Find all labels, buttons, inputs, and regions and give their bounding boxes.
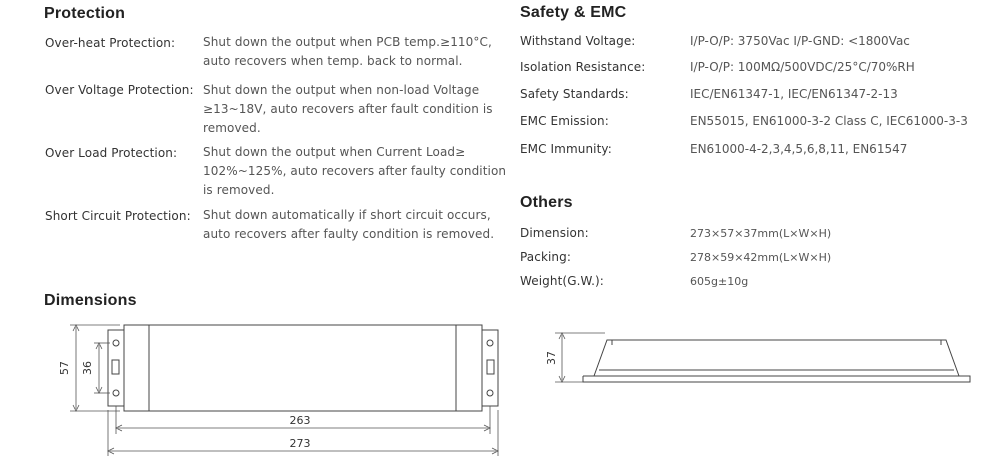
withstand-label: Withstand Voltage: — [520, 34, 636, 48]
overload-line: is removed. — [203, 183, 275, 197]
overheat-label: Over-heat Protection: — [45, 36, 176, 50]
overload-label: Over Load Protection: — [45, 146, 178, 160]
withstand-value: I/P-O/P: 3750Vac I/P-GND: <1800Vac — [690, 34, 910, 48]
isolation-label: Isolation Resistance: — [520, 60, 646, 74]
overload-line: 102%~125%, auto recovers after faulty condition — [203, 164, 507, 178]
mounting-hole — [113, 390, 119, 396]
immunity-label: EMC Immunity: — [520, 142, 612, 156]
dimension-label: Dimension: — [520, 226, 589, 240]
immunity-value: EN61000-4-2,3,4,5,6,8,11, EN61547 — [690, 142, 908, 156]
emission-label: EMC Emission: — [520, 114, 609, 128]
shortcircuit-label: Short Circuit Protection: — [45, 209, 191, 223]
left-mounting-tab — [108, 330, 124, 406]
packing-label: Packing: — [520, 250, 571, 264]
overvoltage-line: Shut down the output when non-load Voltage — [203, 83, 480, 97]
standards-label: Safety Standards: — [520, 87, 629, 101]
safety-heading: Safety & EMC — [520, 4, 627, 21]
shortcircuit-line: auto recovers after faulty condition is removed. — [203, 227, 495, 241]
side-view-drawing — [583, 340, 970, 382]
others-heading: Others — [520, 194, 573, 211]
overheat-line: Shut down the output when PCB temp.≥110°C, — [203, 35, 492, 49]
shortcircuit-line: Shut down automatically if short circuit occurs, — [203, 208, 491, 222]
overload-line: Shut down the output when Current Load≥ — [203, 145, 466, 159]
emission-value: EN55015, EN61000-3-2 Class C, IEC61000-3-3 — [690, 114, 968, 128]
width-inner-label: 36 — [81, 361, 94, 375]
mounting-hole — [487, 390, 493, 396]
packing-value: 278×59×42mm(L×W×H) — [690, 251, 832, 264]
overvoltage-line: ≥13~18V, auto recovers after fault condition is — [203, 102, 493, 116]
overvoltage-line: removed. — [203, 121, 261, 135]
width-outer-label: 57 — [58, 361, 71, 375]
overvoltage-label: Over Voltage Protection: — [45, 83, 194, 97]
dimensions-heading: Dimensions — [44, 292, 137, 309]
isolation-value: I/P-O/P: 100MΩ/500VDC/25°C/70%RH — [690, 60, 915, 74]
length-inner-label: 263 — [289, 414, 311, 427]
weight-label: Weight(G.W.): — [520, 274, 604, 288]
weight-value: 605g±10g — [690, 275, 749, 288]
right-mounting-tab — [482, 330, 498, 406]
mounting-hole — [113, 340, 119, 346]
protection-heading: Protection — [44, 5, 126, 22]
length-outer-label: 273 — [289, 437, 311, 450]
height-label: 37 — [545, 351, 558, 365]
mounting-hole — [487, 340, 493, 346]
dimension-value: 273×57×37mm(L×W×H) — [690, 227, 832, 240]
overheat-line: auto recovers when temp. back to normal. — [203, 54, 463, 68]
driver-body — [124, 325, 482, 411]
standards-value: IEC/EN61347-1, IEC/EN61347-2-13 — [690, 87, 898, 101]
top-view-drawing — [108, 325, 498, 411]
height-37-dimension — [555, 333, 605, 382]
